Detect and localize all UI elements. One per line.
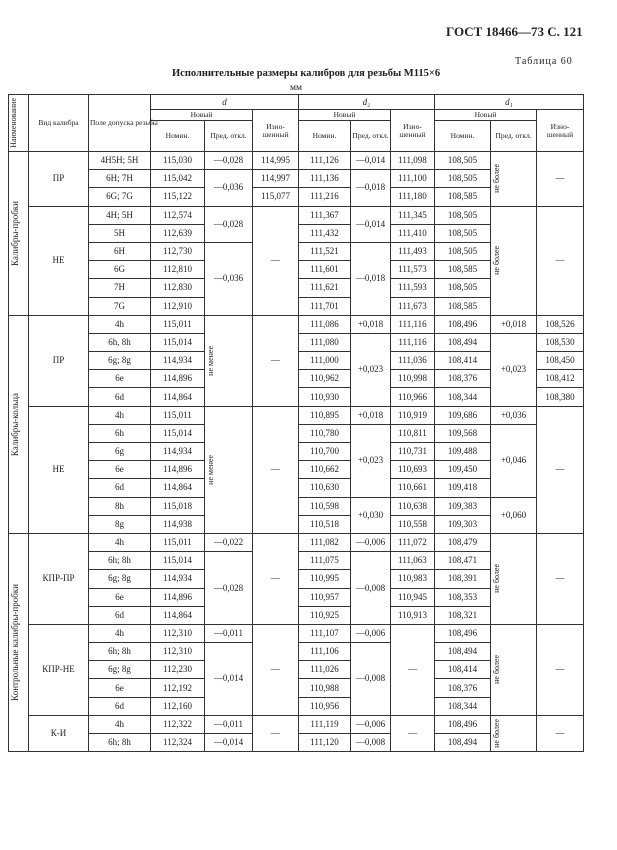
cell: 108,494 (435, 333, 491, 351)
cell: 110,700 (299, 443, 351, 461)
table-title: Исполнительные размеры калибров для резьбы М115×6 (172, 68, 441, 79)
cell: +0,023 (491, 333, 537, 406)
cell: 111,593 (391, 279, 435, 297)
table-row (9, 715, 584, 733)
table-number: Таблица 60 (515, 56, 573, 67)
cell: 108,496 (435, 315, 491, 333)
cell: 110,925 (299, 606, 351, 624)
cell: 111,036 (391, 352, 435, 370)
cell: 6e (89, 588, 151, 606)
cell: 6G (89, 261, 151, 279)
cell: 108,505 (435, 224, 491, 242)
cell: 108,380 (537, 388, 584, 406)
cell: 112,830 (151, 279, 205, 297)
cell: —0,014 (351, 152, 391, 170)
cell: 108,505 (435, 242, 491, 260)
cell: 110,811 (391, 424, 435, 442)
cell: 112,230 (151, 661, 205, 679)
cell: 114,864 (151, 606, 205, 624)
cell: 115,011 (151, 315, 205, 333)
cell: 111,601 (299, 261, 351, 279)
group-label: Контрольные калибры-пробки (10, 584, 20, 701)
d2-novyi: Новый (299, 110, 391, 121)
d2-nomin: Номин. (299, 121, 351, 152)
no-less-label: не менее (206, 454, 215, 485)
cell: 6h; 8h (89, 643, 151, 661)
dash-cell: — (537, 533, 584, 624)
cell: 6H (89, 242, 151, 260)
cell: 110,558 (391, 515, 435, 533)
cell: 109,303 (435, 515, 491, 533)
cell: 108,344 (435, 697, 491, 715)
cell: 111,075 (299, 552, 351, 570)
cell: 111,621 (299, 279, 351, 297)
cell: 112,310 (151, 643, 205, 661)
cell: 7H (89, 279, 151, 297)
cell: 6h (89, 424, 151, 442)
d-izn: Изно- шенный (253, 110, 299, 152)
cell: 6h; 8h (89, 734, 151, 752)
cell: —0,008 (351, 734, 391, 752)
page-header: ГОСТ 18466—73 С. 121 (446, 24, 583, 39)
dash-cell: — (253, 315, 299, 406)
d1-nomin: Номин. (435, 121, 491, 152)
gauge-label: К-И (29, 715, 89, 751)
no-more-label: не более (492, 164, 501, 194)
cell: 114,934 (151, 570, 205, 588)
dash-cell: — (391, 624, 435, 715)
cell: 111,026 (299, 661, 351, 679)
cell: 6d (89, 606, 151, 624)
cell: 110,988 (299, 679, 351, 697)
cell: 111,345 (391, 206, 435, 224)
col-naimenovanie: Наименование (9, 98, 18, 148)
cell: 115,018 (151, 497, 205, 515)
cell: 6d (89, 388, 151, 406)
cell: —0,014 (351, 206, 391, 242)
cell: 109,568 (435, 424, 491, 442)
gauge-label: КПР-ПР (29, 533, 89, 624)
col-vid: Вид калибра (29, 95, 89, 152)
cell: 108,505 (435, 206, 491, 224)
cell: 6g (89, 443, 151, 461)
table-unit: мм (290, 83, 303, 93)
cell: 111,107 (299, 624, 351, 642)
cell: 110,731 (391, 443, 435, 461)
cell: 111,098 (391, 152, 435, 170)
cell: 110,662 (299, 461, 351, 479)
d1-pred: Пред. откл. (491, 121, 537, 152)
cell: 6e (89, 370, 151, 388)
cell: 108,526 (537, 315, 584, 333)
cell: 6g; 8g (89, 661, 151, 679)
cell: 111,063 (391, 552, 435, 570)
d2-pred: Пред. откл. (351, 121, 391, 152)
cell: 108,353 (435, 588, 491, 606)
cell: 6e (89, 679, 151, 697)
cell: 112,192 (151, 679, 205, 697)
cell: —0,036 (205, 170, 253, 206)
gauge-dimensions-table (8, 94, 584, 752)
cell: 111,521 (299, 242, 351, 260)
cell: 109,488 (435, 443, 491, 461)
cell: 108,530 (537, 333, 584, 351)
cell: 8g (89, 515, 151, 533)
cell: 4h (89, 715, 151, 733)
cell: 111,082 (299, 533, 351, 551)
cell: 114,995 (253, 152, 299, 170)
cell: 110,630 (299, 479, 351, 497)
table-row (9, 152, 584, 170)
cell: 6h; 8h (89, 552, 151, 570)
cell: —0,006 (351, 715, 391, 733)
cell: 111,086 (299, 315, 351, 333)
no-less-label: не менее (206, 345, 215, 376)
cell: —0,028 (205, 552, 253, 625)
cell: 108,414 (435, 352, 491, 370)
cell: 110,913 (391, 606, 435, 624)
cell: 112,322 (151, 715, 205, 733)
cell: 109,418 (435, 479, 491, 497)
table-row (9, 406, 584, 424)
cell: 111,100 (391, 170, 435, 188)
cell: 111,573 (391, 261, 435, 279)
cell: 108,479 (435, 533, 491, 551)
cell: 6g; 8g (89, 352, 151, 370)
col-d2: d₂ (299, 95, 435, 110)
cell: 115,122 (151, 188, 205, 206)
cell: 110,962 (299, 370, 351, 388)
cell: —0,018 (351, 170, 391, 206)
cell: 6g; 8g (89, 570, 151, 588)
cell: 114,934 (151, 443, 205, 461)
cell: 114,934 (151, 352, 205, 370)
cell: 110,693 (391, 461, 435, 479)
cell: 110,638 (391, 497, 435, 515)
cell: 108,494 (435, 643, 491, 661)
cell: 110,945 (391, 588, 435, 606)
cell: 8h (89, 497, 151, 515)
dash-cell: — (537, 152, 584, 207)
dash-cell: — (537, 206, 584, 315)
cell: 111,116 (391, 315, 435, 333)
cell: —0,008 (351, 552, 391, 625)
d1-novyi: Новый (435, 110, 537, 121)
cell: 110,983 (391, 570, 435, 588)
col-d1: d₁ (435, 95, 584, 110)
cell: 6d (89, 697, 151, 715)
cell: 4h (89, 406, 151, 424)
dash-cell: — (537, 624, 584, 715)
cell: —0,028 (205, 206, 253, 242)
cell: 108,450 (537, 352, 584, 370)
cell: +0,018 (351, 315, 391, 333)
d-nomin: Номин. (151, 121, 205, 152)
cell: 111,119 (299, 715, 351, 733)
d-novyi: Новый (151, 110, 253, 121)
cell: 108,585 (435, 261, 491, 279)
no-more-label: не более (492, 564, 501, 594)
cell: 108,321 (435, 606, 491, 624)
d2-izn: Изно- шенный (391, 110, 435, 152)
cell: 111,136 (299, 170, 351, 188)
cell: 110,957 (299, 588, 351, 606)
cell: 111,493 (391, 242, 435, 260)
cell: +0,018 (491, 315, 537, 333)
cell: 108,505 (435, 279, 491, 297)
dash-cell: — (253, 624, 299, 715)
cell: 108,376 (435, 679, 491, 697)
group-label: Калибры-кольца (10, 392, 20, 456)
cell: 5H (89, 224, 151, 242)
cell: —0,011 (205, 715, 253, 733)
cell: 112,310 (151, 624, 205, 642)
cell: 6H; 7H (89, 170, 151, 188)
cell: 110,919 (391, 406, 435, 424)
cell: 111,000 (299, 352, 351, 370)
cell: 111,120 (299, 734, 351, 752)
cell: 114,997 (253, 170, 299, 188)
cell: 6d (89, 479, 151, 497)
cell: 109,383 (435, 497, 491, 515)
cell: 108,496 (435, 624, 491, 642)
cell: 108,585 (435, 188, 491, 206)
cell: 110,661 (391, 479, 435, 497)
gauge-label: ПР (29, 152, 89, 207)
cell: 114,896 (151, 370, 205, 388)
table-row (9, 533, 584, 551)
cell: 4H5H; 5H (89, 152, 151, 170)
cell: 108,505 (435, 170, 491, 188)
cell: —0,006 (351, 624, 391, 642)
cell: —0,014 (205, 734, 253, 752)
table-row (9, 315, 584, 333)
cell: 111,116 (391, 333, 435, 351)
cell: +0,036 (491, 406, 537, 424)
dash-cell: — (537, 406, 584, 533)
group-label: Калибры-пробки (10, 200, 20, 266)
cell: —0,014 (205, 643, 253, 716)
cell: 112,910 (151, 297, 205, 315)
cell: 108,344 (435, 388, 491, 406)
cell: —0,006 (351, 533, 391, 551)
gauge-label: ПР (29, 315, 89, 406)
gauge-label: КПР-НЕ (29, 624, 89, 715)
cell: 114,896 (151, 461, 205, 479)
cell: 111,180 (391, 188, 435, 206)
cell: 111,072 (391, 533, 435, 551)
cell: 112,574 (151, 206, 205, 224)
cell: 110,895 (299, 406, 351, 424)
cell: 110,518 (299, 515, 351, 533)
cell: 115,030 (151, 152, 205, 170)
cell: 6G; 7G (89, 188, 151, 206)
d-pred: Пред. откл. (205, 121, 253, 152)
col-d: d (151, 95, 299, 110)
cell: 115,014 (151, 552, 205, 570)
cell: +0,018 (351, 406, 391, 424)
cell: 115,011 (151, 533, 205, 551)
cell: 111,673 (391, 297, 435, 315)
cell: 111,106 (299, 643, 351, 661)
cell: —0,028 (205, 152, 253, 170)
cell: 111,126 (299, 152, 351, 170)
cell: 6e (89, 461, 151, 479)
cell: 110,995 (299, 570, 351, 588)
cell: 110,598 (299, 497, 351, 515)
cell: +0,060 (491, 497, 537, 533)
cell: 114,938 (151, 515, 205, 533)
cell: 114,896 (151, 588, 205, 606)
cell: 4h (89, 624, 151, 642)
cell: 115,042 (151, 170, 205, 188)
cell: —0,011 (205, 624, 253, 642)
cell: 111,410 (391, 224, 435, 242)
cell: 108,494 (435, 734, 491, 752)
cell: —0,036 (205, 242, 253, 315)
table-row (9, 624, 584, 642)
cell: +0,030 (351, 497, 391, 533)
cell: 114,864 (151, 388, 205, 406)
cell: 111,216 (299, 188, 351, 206)
cell: —0,018 (351, 242, 391, 315)
cell: —0,022 (205, 533, 253, 551)
cell: +0,046 (491, 424, 537, 497)
cell: 108,376 (435, 370, 491, 388)
cell: 110,930 (299, 388, 351, 406)
cell: —0,008 (351, 643, 391, 716)
cell: 111,432 (299, 224, 351, 242)
cell: 111,080 (299, 333, 351, 351)
cell: 111,701 (299, 297, 351, 315)
dash-cell: — (253, 406, 299, 533)
col-pole: Поле допуска резьбы (89, 95, 151, 152)
cell: 115,014 (151, 424, 205, 442)
cell: 109,450 (435, 461, 491, 479)
cell: 7G (89, 297, 151, 315)
cell: 110,966 (391, 388, 435, 406)
cell: 115,011 (151, 406, 205, 424)
cell: 110,998 (391, 370, 435, 388)
dash-cell: — (253, 533, 299, 624)
cell: 115,014 (151, 333, 205, 351)
dash-cell: — (253, 206, 299, 315)
cell: 110,780 (299, 424, 351, 442)
cell: 110,956 (299, 697, 351, 715)
dash-cell: — (391, 715, 435, 751)
cell: 4h (89, 315, 151, 333)
cell: 108,585 (435, 297, 491, 315)
cell: 108,391 (435, 570, 491, 588)
gauge-label: НЕ (29, 406, 89, 533)
cell: 114,864 (151, 479, 205, 497)
d1-izn: Изно- шенный (537, 110, 584, 152)
cell: 108,496 (435, 715, 491, 733)
cell: 112,324 (151, 734, 205, 752)
cell: 6h, 8h (89, 333, 151, 351)
cell: 109,686 (435, 406, 491, 424)
cell: +0,023 (351, 333, 391, 406)
cell: 4H; 5H (89, 206, 151, 224)
cell: 112,730 (151, 242, 205, 260)
dash-cell: — (253, 715, 299, 751)
cell: 108,471 (435, 552, 491, 570)
cell: 108,414 (435, 661, 491, 679)
no-more-label: не более (492, 655, 501, 685)
gauge-label: НЕ (29, 206, 89, 315)
cell: 108,412 (537, 370, 584, 388)
cell: 4h (89, 533, 151, 551)
cell: 112,160 (151, 697, 205, 715)
cell: 112,810 (151, 261, 205, 279)
dash-cell: — (537, 715, 584, 751)
cell: 115,077 (253, 188, 299, 206)
cell: 111,367 (299, 206, 351, 224)
table-row (9, 206, 584, 224)
cell: +0,023 (351, 424, 391, 497)
no-more-label: не более (492, 719, 501, 748)
cell: 108,505 (435, 152, 491, 170)
cell: 112,639 (151, 224, 205, 242)
no-more-label: не более (492, 246, 501, 276)
